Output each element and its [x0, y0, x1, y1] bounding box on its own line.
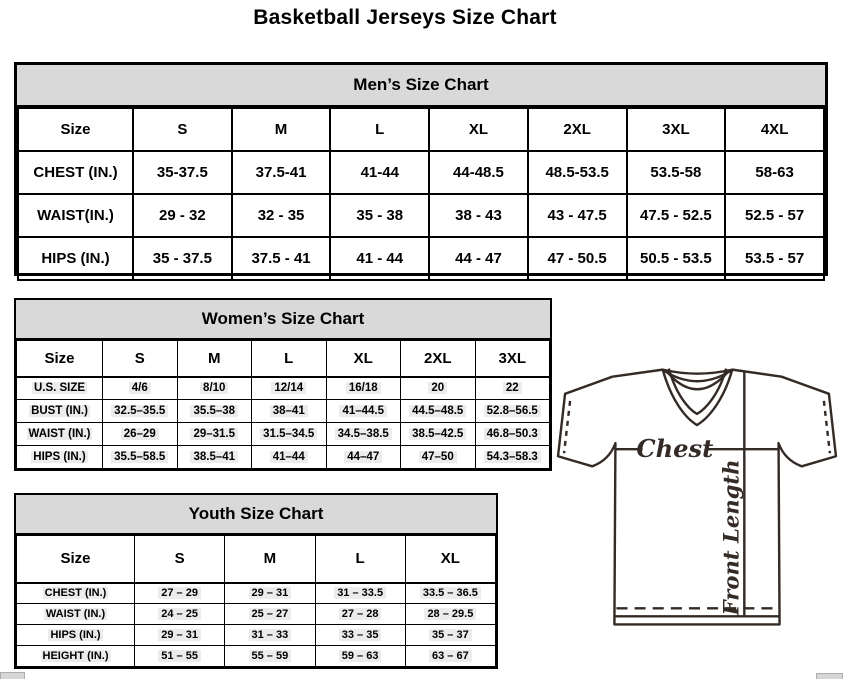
size-value-cell: 59 – 63: [315, 646, 405, 667]
column-header-m: M: [177, 341, 252, 377]
size-value-cell: 52.5 - 57: [725, 194, 824, 237]
size-value-cell: 22: [475, 377, 550, 400]
size-value-cell: 32.5–35.5: [103, 400, 178, 423]
size-value-cell: 46.8–50.3: [475, 423, 550, 446]
column-header-xl: XL: [429, 108, 528, 151]
size-value-cell: 35 - 38: [330, 194, 429, 237]
size-value-cell: 43 - 47.5: [528, 194, 627, 237]
measurement-row: [18, 237, 824, 280]
size-value-cell: 24 – 25: [135, 604, 225, 625]
size-value-cell: 31.5–34.5: [252, 423, 327, 446]
measurement-row: [17, 625, 496, 646]
size-value-cell: 12/14: [252, 377, 327, 400]
size-value-cell: 26–29: [103, 423, 178, 446]
size-value-cell: 35 – 37: [405, 625, 495, 646]
hscrollbar-right-button[interactable]: [816, 673, 843, 679]
womens-size-chart: [14, 298, 552, 471]
size-value-cell: 29–31.5: [177, 423, 252, 446]
size-value-cell: 20: [401, 377, 476, 400]
size-value-cell: 29 - 32: [133, 194, 232, 237]
jersey-outline: [558, 370, 836, 625]
size-value-cell: 29 – 31: [225, 583, 315, 604]
size-value-cell: 54.3–58.3: [475, 446, 550, 469]
size-value-cell: 51 – 55: [135, 646, 225, 667]
size-value-cell: 38 - 43: [429, 194, 528, 237]
size-value-cell: 53.5-58: [627, 151, 726, 194]
row-label: CHEST (IN.): [18, 151, 133, 194]
front-length-label: Front Length: [718, 459, 744, 616]
size-value-cell: 32 - 35: [232, 194, 331, 237]
measurement-row: [17, 646, 496, 667]
row-label: BUST (IN.): [17, 400, 103, 423]
size-value-cell: 48.5-53.5: [528, 151, 627, 194]
column-header-2xl: 2XL: [401, 341, 476, 377]
measurement-row: [18, 151, 824, 194]
size-value-cell: 44-48.5: [429, 151, 528, 194]
jersey-measurement-diagram: [556, 360, 843, 628]
size-value-cell: 37.5 - 41: [232, 237, 331, 280]
measurement-row: [17, 446, 550, 469]
size-column-header: Size: [17, 536, 135, 583]
mens-size-chart: [14, 62, 828, 276]
size-value-cell: 31 – 33.5: [315, 583, 405, 604]
size-value-cell: 44–47: [326, 446, 401, 469]
measurement-row: [17, 377, 550, 400]
womens-chart-title: Women’s Size Chart: [16, 300, 550, 340]
size-header-row: [17, 341, 550, 377]
size-value-cell: 41-44: [330, 151, 429, 194]
size-value-cell: 35-37.5: [133, 151, 232, 194]
column-header-3xl: 3XL: [627, 108, 726, 151]
youth-size-chart: [14, 493, 498, 669]
size-value-cell: 41 - 44: [330, 237, 429, 280]
size-value-cell: 41–44: [252, 446, 327, 469]
size-value-cell: 27 – 28: [315, 604, 405, 625]
row-label: CHEST (IN.): [17, 583, 135, 604]
column-header-3xl: 3XL: [475, 341, 550, 377]
column-header-s: S: [133, 108, 232, 151]
chest-label: Chest: [636, 434, 714, 464]
size-value-cell: 33 – 35: [315, 625, 405, 646]
size-value-cell: 35 - 37.5: [133, 237, 232, 280]
size-value-cell: 63 – 67: [405, 646, 495, 667]
column-header-s: S: [103, 341, 178, 377]
size-value-cell: 35.5–58.5: [103, 446, 178, 469]
size-value-cell: 8/10: [177, 377, 252, 400]
size-value-cell: 47 - 50.5: [528, 237, 627, 280]
size-value-cell: 4/6: [103, 377, 178, 400]
size-value-cell: 58-63: [725, 151, 824, 194]
column-header-xl: XL: [405, 536, 495, 583]
size-value-cell: 16/18: [326, 377, 401, 400]
column-header-s: S: [135, 536, 225, 583]
size-value-cell: 35.5–38: [177, 400, 252, 423]
size-value-cell: 47–50: [401, 446, 476, 469]
size-value-cell: 44 - 47: [429, 237, 528, 280]
size-value-cell: 47.5 - 52.5: [627, 194, 726, 237]
size-column-header: Size: [18, 108, 133, 151]
measurement-row: [17, 583, 496, 604]
size-header-row: [17, 536, 496, 583]
size-value-cell: 27 – 29: [135, 583, 225, 604]
size-value-cell: 44.5–48.5: [401, 400, 476, 423]
row-label: HIPS (IN.): [17, 625, 135, 646]
womens-size-table: [16, 340, 550, 469]
size-value-cell: 38–41: [252, 400, 327, 423]
size-value-cell: 41–44.5: [326, 400, 401, 423]
size-value-cell: 38.5–41: [177, 446, 252, 469]
mens-chart-title: Men’s Size Chart: [17, 65, 825, 107]
size-value-cell: 28 – 29.5: [405, 604, 495, 625]
size-value-cell: 38.5–42.5: [401, 423, 476, 446]
mens-size-table: [17, 107, 825, 281]
column-header-2xl: 2XL: [528, 108, 627, 151]
column-header-l: L: [315, 536, 405, 583]
size-value-cell: 31 – 33: [225, 625, 315, 646]
size-value-cell: 34.5–38.5: [326, 423, 401, 446]
size-value-cell: 25 – 27: [225, 604, 315, 625]
measurement-row: [17, 604, 496, 625]
row-label: U.S. SIZE: [17, 377, 103, 400]
column-header-m: M: [232, 108, 331, 151]
size-value-cell: 53.5 - 57: [725, 237, 824, 280]
youth-size-table: [16, 535, 496, 667]
column-header-l: L: [252, 341, 327, 377]
column-header-m: M: [225, 536, 315, 583]
row-label: HIPS (IN.): [17, 446, 103, 469]
column-header-4xl: 4XL: [725, 108, 824, 151]
measurement-row: [18, 194, 824, 237]
row-label: WAIST (IN.): [17, 604, 135, 625]
row-label: WAIST(IN.): [18, 194, 133, 237]
size-header-row: [18, 108, 824, 151]
row-label: HEIGHT (IN.): [17, 646, 135, 667]
measurement-row: [17, 400, 550, 423]
size-value-cell: 37.5-41: [232, 151, 331, 194]
page-title: Basketball Jerseys Size Chart: [253, 6, 557, 29]
column-header-xl: XL: [326, 341, 401, 377]
row-label: WAIST (IN.): [17, 423, 103, 446]
size-value-cell: 52.8–56.5: [475, 400, 550, 423]
row-label: HIPS (IN.): [18, 237, 133, 280]
measurement-row: [17, 423, 550, 446]
size-column-header: Size: [17, 341, 103, 377]
size-value-cell: 50.5 - 53.5: [627, 237, 726, 280]
youth-chart-title: Youth Size Chart: [16, 495, 496, 535]
size-value-cell: 33.5 – 36.5: [405, 583, 495, 604]
column-header-l: L: [330, 108, 429, 151]
size-value-cell: 29 – 31: [135, 625, 225, 646]
hscrollbar-left-button[interactable]: [0, 672, 25, 679]
size-value-cell: 55 – 59: [225, 646, 315, 667]
